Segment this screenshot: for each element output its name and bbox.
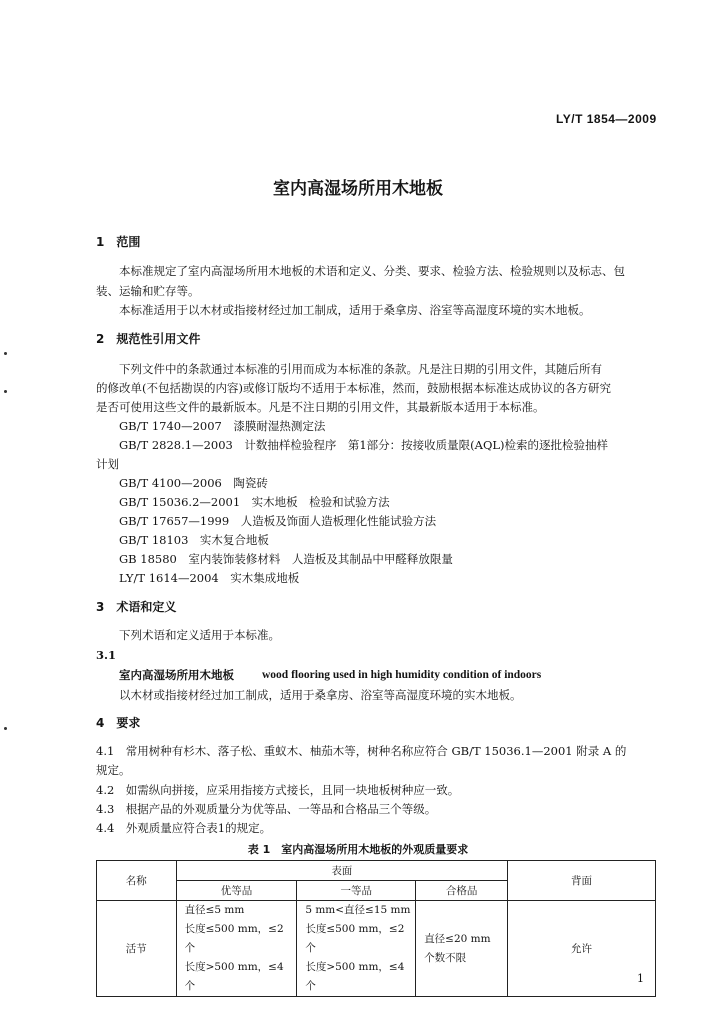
cell-line: 个数不限 <box>424 951 467 964</box>
section-1-heading: 1 范围 <box>96 235 141 249</box>
scan-mark <box>4 390 7 393</box>
requirement-item: 4.4 外观质量应符合表1的规定。 <box>96 821 272 835</box>
cell-line: 长度≤500 mm，≤2 个 <box>184 923 284 954</box>
cell-back: 允许 <box>508 901 656 997</box>
requirement-item: 规定。 <box>96 763 131 777</box>
scan-mark <box>4 727 7 730</box>
table-row <box>97 901 656 997</box>
cell-grade-3 <box>416 901 508 997</box>
reference-item: GB/T 18103 实木复合地板 <box>119 533 269 547</box>
reference-item: GB/T 1740—2007 漆膜耐湿热测定法 <box>119 419 326 433</box>
table-caption: 表 1 室内高湿场所用木地板的外观质量要求 <box>247 843 469 856</box>
requirement-item: 4.2 如需纵向拼接，应采用指接方式接长，且同一块地板树种应一致。 <box>96 783 460 797</box>
paragraph: 本标准规定了室内高湿场所用木地板的术语和定义、分类、要求、检验方法、检验规则以及标志、包 <box>119 264 625 278</box>
reference-item: GB/T 2828.1—2003 计数抽样检验程序 第1部分：按接收质量限(AQL)检索的逐批检验抽样 <box>119 438 608 452</box>
section-4-heading: 4 要求 <box>96 716 141 730</box>
reference-item: 计划 <box>96 457 119 471</box>
header-grade-3: 合格品 <box>416 881 508 901</box>
scan-mark <box>4 352 7 355</box>
row-name: 活节 <box>97 901 177 997</box>
page-number: 1 <box>637 972 644 985</box>
paragraph: 下列术语和定义适用于本标准。 <box>119 628 280 642</box>
paragraph: 本标准适用于以木材或指接材经过加工制成，适用于桑拿房、浴室等高湿度环境的实木地板。 <box>119 303 591 317</box>
term-name-cn: 室内高湿场所用木地板 <box>119 668 234 682</box>
quality-table <box>96 860 656 997</box>
section-3-heading: 3 术语和定义 <box>96 600 177 614</box>
cell-grade-2 <box>297 901 416 997</box>
reference-item: GB/T 4100—2006 陶瓷砖 <box>119 476 268 490</box>
header-name: 名称 <box>97 861 177 901</box>
cell-line: 5 mm<直径≤15 mm <box>305 904 411 916</box>
header-grade-2: 一等品 <box>297 881 416 901</box>
term-number: 3.1 <box>96 648 117 662</box>
cell-line: 长度≤500 mm，≤2 个 <box>305 923 405 954</box>
cell-line: 直径≤5 mm <box>184 904 245 916</box>
section-2-heading: 2 规范性引用文件 <box>96 332 201 346</box>
requirement-item: 4.1 常用树种有杉木、落子松、重蚁木、柚茄木等，树种名称应符合 GB/T 15036.1—2001 附录 A 的 <box>96 744 627 758</box>
requirement-item: 4.3 根据产品的外观质量分为优等品、一等品和合格品三个等级。 <box>96 802 437 816</box>
header-back: 背面 <box>508 861 656 901</box>
paragraph: 装、运输和贮存等。 <box>96 284 200 298</box>
term-name-en: wood flooring used in high humidity condition of indoors <box>262 669 542 681</box>
reference-item: LY/T 1614—2004 实木集成地板 <box>119 571 300 585</box>
header-face: 表面 <box>176 861 507 881</box>
paragraph: 是否可使用这些文件的最新版本。凡是不注日期的引用文件，其最新版本适用于本标准。 <box>96 400 545 414</box>
reference-item: GB/T 15036.2—2001 实木地板 检验和试验方法 <box>119 495 390 509</box>
cell-grade-1 <box>176 901 297 997</box>
header-grade-1: 优等品 <box>176 881 297 901</box>
cell-line: 直径≤20 mm <box>424 932 491 945</box>
cell-line: 长度>500 mm，≤4 个 <box>184 961 284 992</box>
cell-line: 长度>500 mm，≤4 个 <box>305 961 405 992</box>
paragraph: 的修改单(不包括勘误的内容)或修订版均不适用于本标准，然而，鼓励根据本标准达成协议的各方研究 <box>96 381 611 395</box>
document-title: 室内高湿场所用木地板 <box>273 179 443 199</box>
paragraph: 下列文件中的条款通过本标准的引用而成为本标准的条款。凡是注日期的引用文件，其随后所有 <box>119 362 602 376</box>
reference-item: GB/T 17657—1999 人造板及饰面人造板理化性能试验方法 <box>119 514 437 528</box>
standard-number: LY/T 1854—2009 <box>556 112 657 126</box>
term-definition: 以木材或指接材经过加工制成，适用于桑拿房、浴室等高湿度环境的实木地板。 <box>119 688 522 702</box>
reference-item: GB 18580 室内装饰装修材料 人造板及其制品中甲醛释放限量 <box>119 552 453 566</box>
